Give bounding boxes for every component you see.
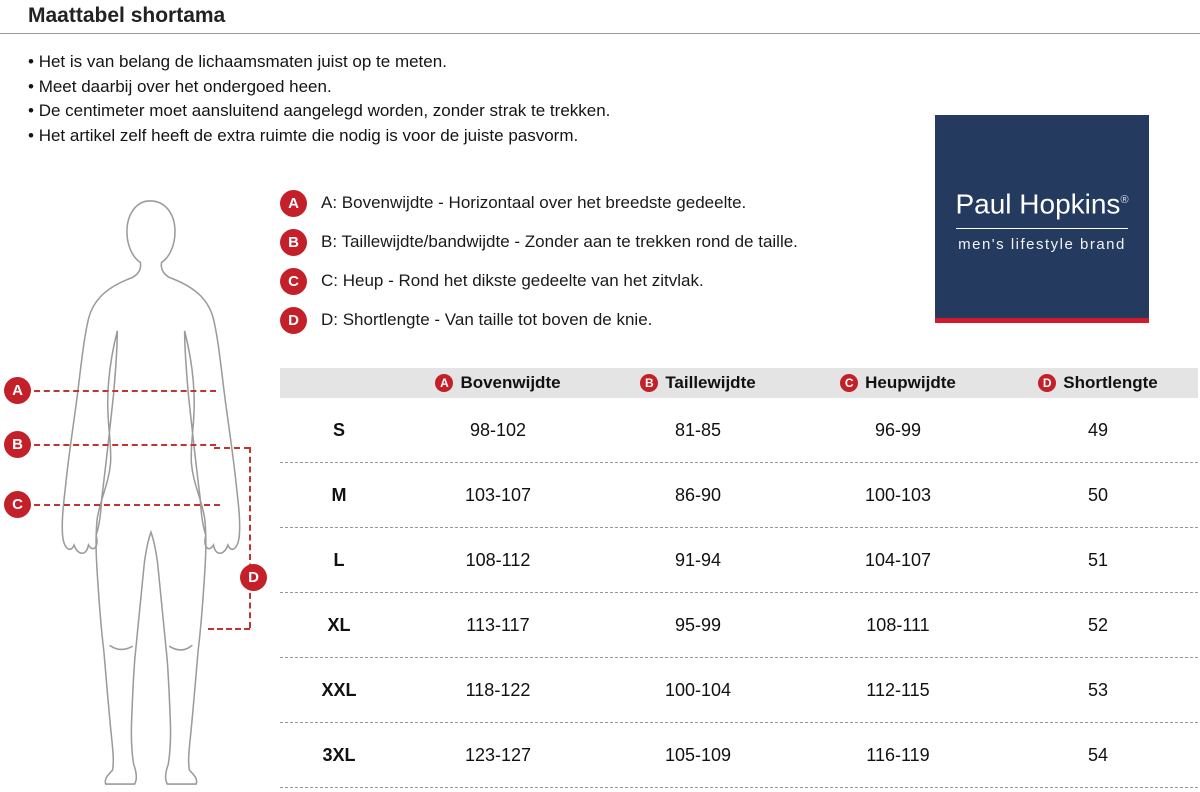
- instruction-item: • Het artikel zelf heeft de extra ruimte die nodig is voor de juiste pasvorm.: [28, 124, 610, 149]
- legend-text: D: Shortlengte - Van taille tot boven de knie.: [321, 310, 653, 329]
- value-cell: 51: [1087, 549, 1109, 570]
- value-cell: 113-117: [466, 614, 530, 635]
- header-badge-b: B: [640, 374, 658, 392]
- measure-line-d: [249, 447, 251, 628]
- value-cell: 86-90: [674, 484, 722, 505]
- value-cell: 123-127: [464, 744, 532, 765]
- legend-text: A: Bovenwijdte - Horizontaal over het breedste gedeelte.: [321, 193, 747, 212]
- size-cell: 3XL: [322, 744, 356, 765]
- header-label: Taillewijdte: [665, 373, 756, 392]
- measuring-instructions: [28, 50, 610, 148]
- brand-tagline: men's lifestyle brand: [958, 236, 1126, 254]
- brand-name: [935, 185, 1149, 219]
- header-cell-bovenwijdte: [398, 373, 598, 393]
- header-cell-heupwijdte: [798, 373, 998, 393]
- legend-badge-c: C: [280, 268, 307, 295]
- measurement-legend: [280, 189, 798, 345]
- instruction-item: • Meet daarbij over het ondergoed heen.: [28, 75, 610, 100]
- table-row: [280, 723, 1198, 788]
- measure-line-c: [34, 504, 220, 506]
- value-cell: 96-99: [874, 419, 922, 440]
- size-cell: S: [332, 419, 345, 440]
- value-cell: 118-122: [465, 679, 531, 700]
- table-row: [280, 658, 1198, 723]
- body-figure: [25, 197, 275, 792]
- value-cell: 95-99: [674, 614, 722, 635]
- figure-marker-a: A: [4, 377, 31, 404]
- legend-text: C: Heup - Rond het dikste gedeelte van het zitvlak.: [321, 271, 704, 290]
- value-cell: 103-107: [464, 484, 532, 505]
- value-cell: 53: [1087, 679, 1109, 700]
- size-table: [280, 368, 1198, 788]
- header-badge-a: A: [435, 374, 453, 392]
- figure-marker-b: B: [4, 431, 31, 458]
- legend-item: [280, 228, 798, 256]
- header-badge-c: C: [840, 374, 858, 392]
- value-cell: 98-102: [469, 419, 527, 440]
- value-cell: 112-115: [866, 679, 930, 700]
- brand-logo: [935, 115, 1149, 323]
- value-cell: 108-112: [465, 549, 531, 570]
- value-cell: 116-119: [866, 744, 930, 765]
- instruction-item: • De centimeter moet aansluitend aangelegd worden, zonder strak te trekken.: [28, 99, 610, 124]
- size-cell: XXL: [321, 679, 357, 700]
- measure-line-d-top-tick: [214, 447, 250, 449]
- value-cell: 105-109: [664, 744, 732, 765]
- legend-item: [280, 189, 798, 217]
- value-cell: 52: [1087, 614, 1109, 635]
- header-label: Heupwijdte: [865, 373, 956, 392]
- header-cell-shortlengte: [998, 373, 1198, 393]
- table-row: [280, 398, 1198, 463]
- value-cell: 50: [1087, 484, 1109, 505]
- figure-marker-d: D: [240, 564, 267, 591]
- instruction-item: • Het is van belang de lichaamsmaten juist op te meten.: [28, 50, 610, 75]
- table-row: [280, 463, 1198, 528]
- header-label: Shortlengte: [1063, 373, 1158, 392]
- value-cell: 49: [1087, 419, 1109, 440]
- value-cell: 108-111: [866, 614, 930, 635]
- measure-line-b: [34, 444, 216, 446]
- legend-item: [280, 267, 798, 295]
- value-cell: 104-107: [864, 549, 932, 570]
- value-cell: 81-85: [674, 419, 722, 440]
- legend-item: [280, 306, 798, 334]
- table-row: [280, 528, 1198, 593]
- brand-name-text: Paul Hopkins: [955, 188, 1121, 220]
- legend-text: B: Taillewijdte/bandwijdte - Zonder aan te trekken rond de taille.: [321, 232, 798, 251]
- size-cell: XL: [327, 614, 351, 635]
- registered-mark: ®: [1120, 194, 1129, 206]
- page-title: Maattabel shortama: [28, 4, 226, 27]
- size-table-header: [280, 368, 1198, 398]
- header-label: Bovenwijdte: [460, 373, 561, 392]
- title-divider: [0, 33, 1200, 34]
- legend-badge-d: D: [280, 307, 307, 334]
- measure-line-a: [34, 390, 216, 392]
- value-cell: 100-104: [664, 679, 732, 700]
- value-cell: 100-103: [864, 484, 932, 505]
- figure-marker-c: C: [4, 491, 31, 518]
- value-cell: 91-94: [674, 549, 722, 570]
- size-cell: L: [333, 549, 345, 570]
- legend-badge-b: B: [280, 229, 307, 256]
- size-cell: M: [331, 484, 347, 505]
- value-cell: 54: [1087, 744, 1109, 765]
- header-cell-taillewijdte: [598, 373, 798, 393]
- measure-line-d-bottom-tick: [208, 628, 250, 630]
- legend-badge-a: A: [280, 190, 307, 217]
- table-row: [280, 593, 1198, 658]
- header-badge-d: D: [1038, 374, 1056, 392]
- logo-divider: [956, 228, 1128, 229]
